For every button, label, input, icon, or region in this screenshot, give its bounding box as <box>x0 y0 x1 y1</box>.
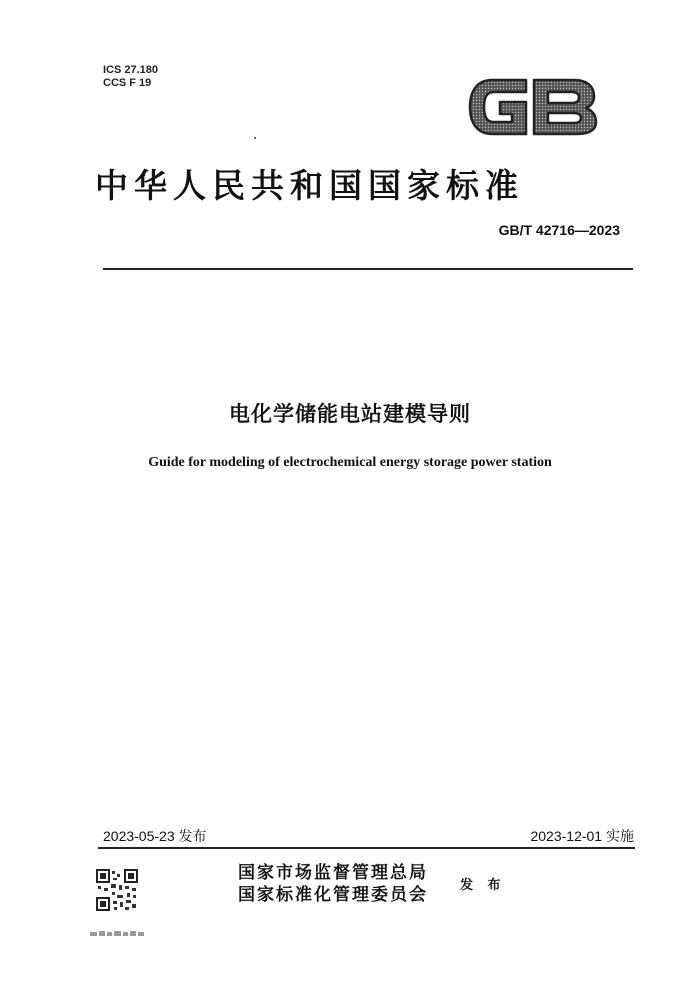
print-speck <box>254 137 256 139</box>
gb-logo <box>466 72 598 142</box>
header-divider <box>103 268 633 270</box>
document-title-chinese: 电化学储能电站建模导则 <box>229 402 471 426</box>
ics-code: ICS 27.180 <box>103 64 159 76</box>
document-title-english: Guide for modeling of electrochemical energy storage power station <box>148 455 552 470</box>
publish-date: 2023-05-23 发布 <box>103 828 207 844</box>
issuing-authorities <box>238 862 428 906</box>
issue-label: 发 布 <box>460 878 506 893</box>
ccs-code: CCS F 19 <box>103 77 152 89</box>
qr-caption-smudge <box>90 929 150 939</box>
footer-divider <box>98 847 635 849</box>
classification-codes <box>103 64 158 90</box>
implement-date: 2023-12-01 实施 <box>530 828 634 844</box>
issuer-samr: 国家市场监督管理总局 <box>238 863 428 883</box>
standard-number: GB/T 42716—2023 <box>498 222 620 238</box>
qr-code <box>95 868 139 912</box>
issuer-sac: 国家标准化管理委员会 <box>238 885 428 905</box>
national-standard-title: 中华人民共和国国家标准 <box>95 166 524 205</box>
